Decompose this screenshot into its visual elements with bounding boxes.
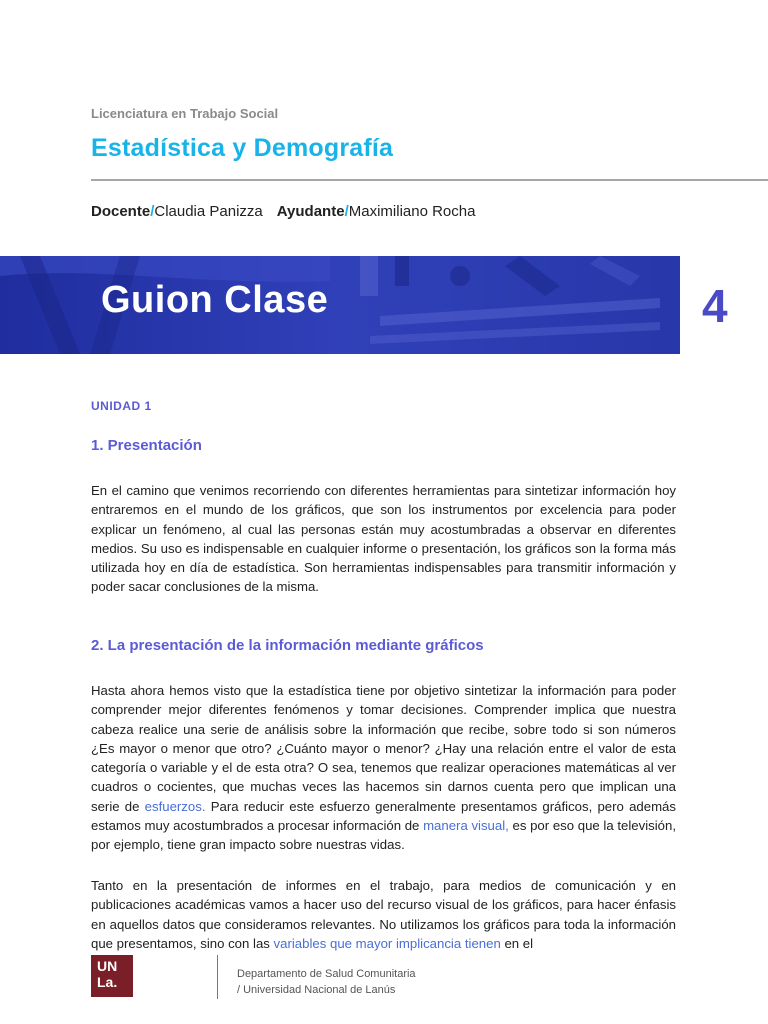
highlighted-term: variables que mayor implicancia tienen [273, 935, 501, 951]
university-name: / Universidad Nacional de Lanús [237, 984, 396, 996]
paragraph-text: Para reducir este esfuerzo generalmente presentamos gráficos, pero además estamos muy acostumbrados a procesar información de [91, 798, 676, 834]
paragraph-text: en el [500, 935, 534, 951]
staff-line [91, 203, 475, 220]
slash-separator: / [344, 203, 349, 220]
university-logo [91, 955, 133, 997]
paragraph-text: Tanto en la presentación de informes en el trabajo, para medios de comunicación y en publicaciones académicas vamos a hacer uso del recurso visual de los gráficos, para hacer énfasis en aquellos datos que consideramos relevantes. No utilizamos los gráficos para toda la información que presentamos, sino con las [91, 878, 676, 951]
section-1-paragraph: En el camino que venimos recorriendo con diferentes herramientas para sintetizar información hoy entraremos en el mundo de los gráficos, que son los instrumentos por excelencia para poder explicar un fenómeno, al cual las personas están muy acostumbradas a observar en diferentes medios. Su uso es indispensable en cualquier informe o presentación, los gráficos son la forma más utilizada hoy en día de estadística. Son herramientas indispensables para transmitir información y poder sacar conclusiones de la misma. [91, 483, 676, 595]
unit-label: UNIDAD 1 [91, 399, 152, 413]
section-1-heading: 1. Presentación [91, 437, 202, 454]
section-2-paragraph [91, 681, 676, 855]
teacher-label: Docente [91, 203, 151, 220]
paragraph-text: Hasta ahora hemos visto que la estadística tiene por objetivo sintetizar la información para poder comprender mejor diferentes fenómenos y tomar decisiones. Comprender implica que nuestra cabeza realice una serie de análisis sobre la información que recibe, sobre todo si son números ¿Es mayor o menor que otro? ¿Cuánto mayor o menor? ¿Hay una relación entre el valor de esta categoría o variable y el de esta otra? O sea, tenemos que realizar operaciones matemáticas al ver cuadros o cocientes, que muchas veces las hacemos sin darnos cuenta pero que implican una serie de [91, 683, 676, 814]
program-name: Licenciatura en Trabajo Social [91, 106, 279, 121]
course-title: Estadística y Demografía [91, 134, 394, 162]
footer-divider [217, 955, 218, 999]
highlighted-term: esfuerzos. [144, 798, 206, 814]
class-number: 4 [702, 280, 728, 332]
header-divider [91, 179, 768, 181]
assistant-name: Maximiliano Rocha [348, 203, 476, 220]
slash-separator: / [150, 203, 155, 220]
highlighted-term: manera visual, [423, 818, 509, 834]
banner-title: Guion Clase [101, 279, 329, 321]
teacher-name: Claudia Panizza [154, 203, 263, 220]
logo-text: UN La. [97, 958, 118, 990]
footer-text [237, 966, 416, 998]
section-2-heading: 2. La presentación de la información mediante gráficos [91, 637, 484, 654]
paragraph-text: es por eso que la televisión, por ejemplo, tiene gran impacto sobre nuestras vidas. [91, 818, 676, 853]
assistant-label: Ayudante [276, 203, 345, 220]
department-name: Departamento de Salud Comunitaria [237, 968, 416, 980]
section-2-paragraph-2 [91, 876, 676, 953]
